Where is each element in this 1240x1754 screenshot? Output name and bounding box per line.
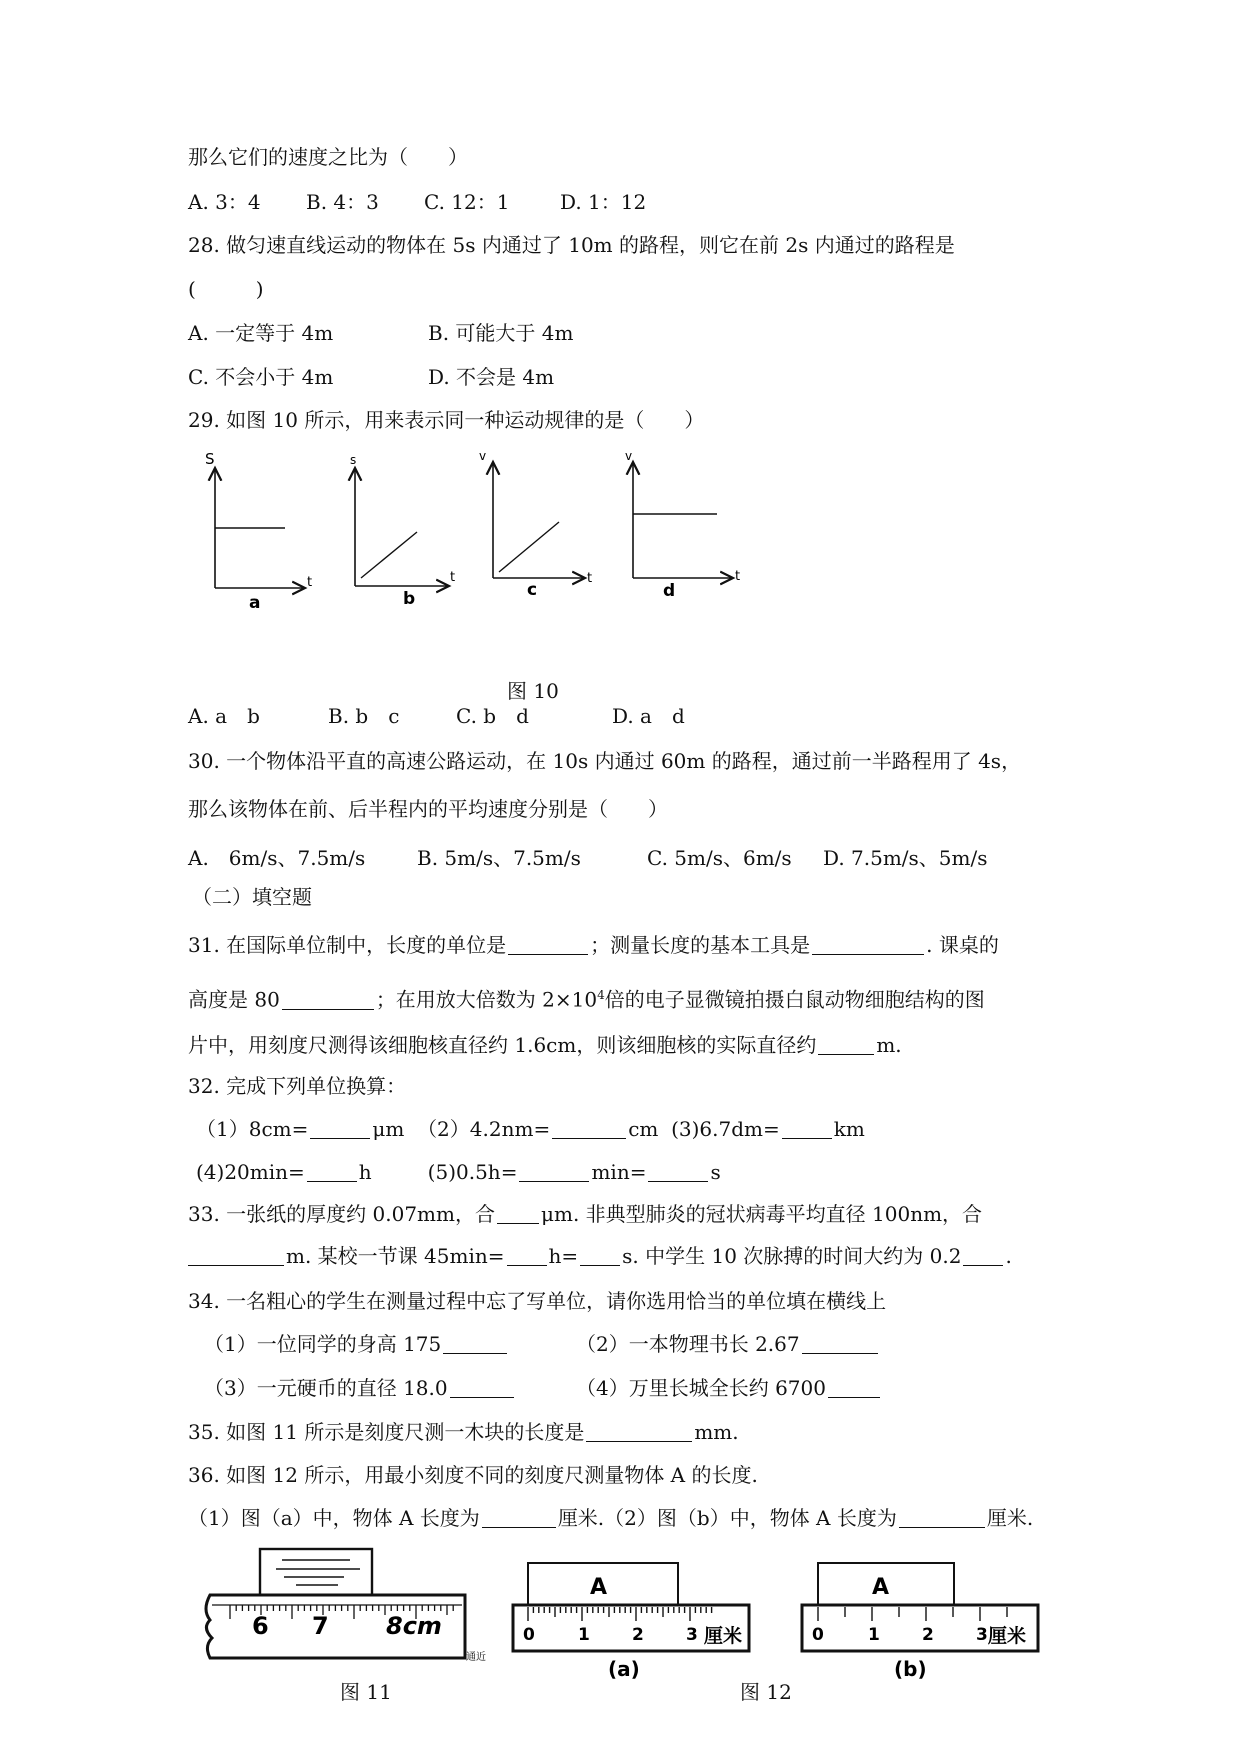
graph-b-xlabel: t (450, 570, 456, 585)
q36-blank-b[interactable] (899, 1507, 985, 1528)
q32-row2 (196, 1159, 721, 1185)
q31-line2 (188, 982, 985, 1013)
q32-text: μm (372, 1117, 405, 1141)
graph-b-ylabel: s (350, 453, 357, 467)
figure-12b-tick-1: 1 (868, 1625, 880, 1645)
q29-option-b: B. b c (328, 704, 400, 728)
q32-text: km (833, 1117, 865, 1141)
q30-option-b: B. 5m/s、7.5m/s (417, 846, 581, 870)
q29-option-d: D. a d (612, 704, 685, 728)
q32-text: （2）4.2nm= (417, 1117, 551, 1141)
q35-text: 35. 如图 11 所示是刻度尺测一木块的长度是 (188, 1420, 585, 1444)
q32-blank-2[interactable] (552, 1118, 626, 1139)
q28-paren: ( ) (188, 277, 264, 301)
q31-line1 (188, 932, 999, 958)
figure-10-caption: 图 10 (507, 679, 559, 703)
q32-text: (5)0.5h= (427, 1160, 518, 1184)
q28-option-b: B. 可能大于 4m (428, 321, 574, 345)
q32-text: min= (591, 1160, 647, 1184)
q33-text: . (1005, 1244, 1012, 1268)
figure-10-graphs (205, 448, 845, 613)
q30-line2: 那么该物体在前、后半程内的平均速度分别是（ ） (188, 797, 668, 821)
q32-blank-6[interactable] (648, 1161, 708, 1182)
q32-text: cm (628, 1117, 659, 1141)
q29-options (188, 703, 685, 729)
q33-blank-3[interactable] (507, 1245, 547, 1266)
q30-line1: 30. 一个物体沿平直的高速公路运动，在 10s 内通过 60m 的路程，通过前一半路程用了 4s， (188, 749, 1022, 773)
section-2-title: （二）填空题 (192, 885, 312, 909)
q31-text: 片中，用刻度尺测得该细胞核直径约 1.6cm，则该细胞核的实际直径约 (188, 1033, 817, 1057)
figure-12b-tick-2: 2 (922, 1625, 934, 1645)
figure-12-caption: 图 12 (740, 1680, 792, 1704)
q31-blank-1[interactable] (508, 934, 588, 955)
q34-item-2: （2）一本物理书长 2.67 (576, 1332, 800, 1356)
figure-11-label-6: 6 (252, 1612, 269, 1640)
figure-11-side-mark: 通近 (466, 1652, 486, 1663)
q34-blank-3[interactable] (450, 1377, 514, 1398)
q31-text: ；测量长度的基本工具是 (590, 933, 811, 957)
q29-stem: 29. 如图 10 所示，用来表示同一种运动规律的是（ ） (188, 408, 705, 432)
figure-11-label-7: 7 (312, 1612, 329, 1640)
q31-blank-2[interactable] (812, 934, 924, 955)
q32-text: h (358, 1160, 372, 1184)
q34-blank-4[interactable] (828, 1377, 880, 1398)
figure-11-caption: 图 11 (340, 1680, 392, 1704)
graph-c (479, 449, 592, 600)
q34-item-1: （1）一位同学的身高 175 (204, 1332, 442, 1356)
q36-text: 厘米.（2）图（b）中，物体 A 长度为 (557, 1506, 897, 1530)
q34-blank-2[interactable] (802, 1333, 878, 1354)
q30-option-d: D. 7.5m/s、5m/s (823, 846, 988, 870)
q33-line2 (188, 1243, 1012, 1269)
q28-stem: 28. 做匀速直线运动的物体在 5s 内通过了 10m 的路程，则它在前 2s 内通过的路程是 (188, 233, 955, 257)
q27-option-c: C. 12：1 (424, 190, 510, 214)
q32-row1 (196, 1116, 865, 1142)
q34-item-4: （4）万里长城全长约 6700 (576, 1376, 826, 1400)
q31-blank-3[interactable] (282, 989, 374, 1010)
q33-text: m. 某校一节课 45min= (286, 1244, 505, 1268)
graph-a-xlabel: t (307, 575, 313, 590)
q32-blank-1[interactable] (310, 1118, 370, 1139)
figure-12a-tick-0: 0 (523, 1625, 535, 1645)
figure-12a-tag: (a) (608, 1657, 640, 1681)
q33-text: μm. 非典型肺炎的冠状病毒平均直径 100nm，合 (540, 1202, 983, 1226)
q32-text: (3)6.7dm= (671, 1117, 780, 1141)
q27-option-d: D. 1：12 (560, 190, 647, 214)
q27-options (188, 189, 646, 215)
q31-line3 (188, 1032, 902, 1058)
q35-text: mm. (694, 1420, 739, 1444)
q33-text: s. 中学生 10 次脉搏的时间大约为 0.2 (622, 1244, 962, 1268)
q28-option-a: A. 一定等于 4m (188, 321, 334, 345)
figure-12b-tick-0: 0 (812, 1625, 824, 1645)
q30-option-a: A. 6m/s、7.5m/s (188, 846, 366, 870)
graph-a (205, 450, 312, 613)
q32-text: (4)20min= (196, 1160, 305, 1184)
q33-blank-1[interactable] (497, 1203, 539, 1224)
q27-stem-tail: 那么它们的速度之比为（ ） (188, 145, 468, 169)
figure-12b-tag: (b) (894, 1657, 927, 1681)
q36-text: 厘米. (986, 1506, 1034, 1530)
figure-12a-tick-2: 2 (632, 1625, 644, 1645)
q33-blank-2[interactable] (188, 1245, 284, 1266)
q32-blank-5[interactable] (519, 1161, 589, 1182)
q35-line (188, 1419, 739, 1445)
q31-text: m. (876, 1033, 902, 1057)
graph-a-tag: a (249, 593, 261, 613)
figure-12a-ruler (508, 1562, 760, 1690)
graph-c-tag: c (527, 580, 538, 600)
figure-12b-tick-3: 3 (976, 1625, 988, 1645)
q30-option-c: C. 5m/s、6m/s (647, 846, 792, 870)
graph-a-ylabel: S (205, 450, 215, 468)
q33-blank-4[interactable] (580, 1245, 620, 1266)
figure-12a-tick-3: 3 (686, 1625, 698, 1645)
q31-text: ；在用放大倍数为 2×10 (375, 987, 598, 1012)
q33-text: 33. 一张纸的厚度约 0.07mm，合 (188, 1202, 495, 1226)
q29-option-a: A. a b (188, 704, 260, 728)
graph-c-xlabel: t (587, 571, 593, 586)
q30-options (188, 845, 988, 871)
q28-option-c: C. 不会小于 4m (188, 365, 334, 389)
q29-option-c: C. b d (456, 704, 529, 728)
q34-item-3: （3）一元硬币的直径 18.0 (204, 1376, 448, 1400)
figure-12a-unit: 厘米 (704, 1625, 743, 1647)
graph-d-ylabel: v (625, 449, 633, 463)
q32-text: （1）8cm= (196, 1117, 309, 1141)
q27-option-b: B. 4：3 (306, 190, 379, 214)
q33-blank-5[interactable] (963, 1245, 1003, 1266)
q27-option-a: A. 3：4 (188, 190, 261, 214)
q36-blank-a[interactable] (482, 1507, 556, 1528)
figure-11-label-8cm: 8cm (386, 1612, 442, 1640)
q31-text: 高度是 80 (188, 987, 280, 1012)
q34-blank-1[interactable] (443, 1333, 507, 1354)
q31-exponent: 4 (597, 988, 605, 1002)
q34-row1 (204, 1331, 880, 1357)
q36-stem: 36. 如图 12 所示，用最小刻度不同的刻度尺测量物体 A 的长度. (188, 1463, 758, 1487)
figure-12b-block-label: A (872, 1575, 890, 1600)
q35-blank[interactable] (586, 1421, 692, 1442)
q34-stem: 34. 一名粗心的学生在测量过程中忘了写单位，请你选用恰当的单位填在横线上 (188, 1289, 887, 1313)
q31-text: . 课桌的 (926, 933, 999, 957)
q28-option-d: D. 不会是 4m (428, 365, 555, 389)
figure-12b-unit: 厘米 (988, 1625, 1027, 1647)
q36-text: （1）图（a）中，物体 A 长度为 (188, 1506, 480, 1530)
figure-11-ruler (200, 1548, 486, 1668)
graph-d (625, 449, 740, 601)
q31-text: 倍的电子显微镜拍摄白鼠动物细胞结构的图 (604, 987, 985, 1012)
graph-d-tag: d (663, 581, 676, 601)
graph-b-tag: b (403, 589, 416, 609)
graph-c-ylabel: v (479, 449, 487, 463)
q34-row2 (204, 1375, 882, 1401)
q32-blank-3[interactable] (782, 1118, 832, 1139)
q32-text: s (710, 1160, 721, 1184)
q28-options-row2 (188, 364, 554, 390)
q31-text: 31. 在国际单位制中，长度的单位是 (188, 933, 507, 957)
q32-blank-4[interactable] (307, 1161, 357, 1182)
figure-12a-tick-1: 1 (578, 1625, 590, 1645)
figure-12a-block-label: A (590, 1575, 608, 1600)
graph-d-xlabel: t (735, 569, 741, 584)
q32-stem: 32. 完成下列单位换算： (188, 1074, 407, 1098)
q36-line2 (188, 1505, 1033, 1531)
q28-options-row1 (188, 320, 573, 346)
q33-line1 (188, 1201, 982, 1227)
q33-text: h= (548, 1244, 579, 1268)
figure-12b-ruler (794, 1562, 1050, 1690)
graph-b (350, 453, 455, 609)
q31-blank-4[interactable] (818, 1034, 874, 1055)
